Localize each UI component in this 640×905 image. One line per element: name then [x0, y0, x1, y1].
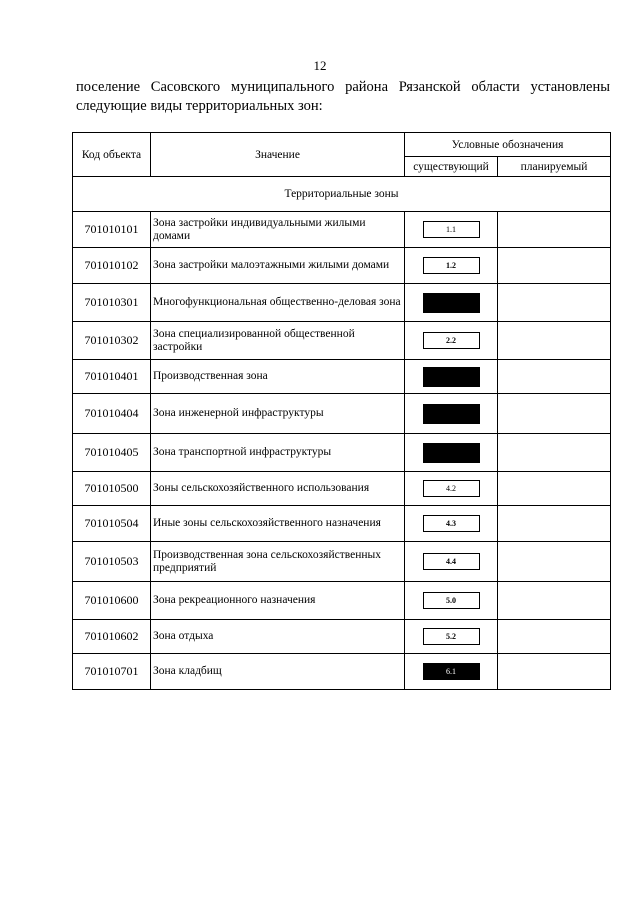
legend-swatch: 6.1 — [423, 663, 480, 680]
table-row — [73, 394, 611, 434]
legend-swatch: 5.0 — [423, 592, 480, 609]
table-row — [73, 434, 611, 472]
legend-swatch: 5.2 — [423, 628, 480, 645]
legend-swatch: 2.2 — [423, 332, 480, 349]
planned-legend-cell — [498, 582, 611, 620]
zone-description: Зона кладбищ — [151, 654, 405, 690]
table-row — [73, 322, 611, 360]
existing-legend-cell — [405, 248, 498, 284]
legend-swatch: 1.1 — [423, 221, 480, 238]
zone-description: Зона специализированной общественной застройки — [151, 322, 405, 360]
zone-code: 701010302 — [73, 322, 151, 360]
existing-legend-cell — [405, 542, 498, 582]
zone-description: Зона инженерной инфраструктуры — [151, 394, 405, 434]
zone-code: 701010602 — [73, 620, 151, 654]
zone-code: 701010401 — [73, 360, 151, 394]
planned-legend-cell — [498, 394, 611, 434]
planned-legend-cell — [498, 248, 611, 284]
page-number: 12 — [313, 58, 327, 73]
legend-swatch: 4.3 — [423, 515, 480, 532]
legend-swatch — [423, 404, 480, 424]
intro-line-1: поселение Сасовского муниципального района Рязанской области установлены — [76, 79, 610, 95]
existing-legend-cell — [405, 654, 498, 690]
zone-code: 701010101 — [73, 212, 151, 248]
legend-swatch: 4.2 — [423, 480, 480, 497]
zone-code: 701010600 — [73, 582, 151, 620]
planned-legend-cell — [498, 212, 611, 248]
planned-legend-cell — [498, 472, 611, 506]
zone-code: 701010102 — [73, 248, 151, 284]
existing-legend-cell — [405, 360, 498, 394]
existing-legend-cell — [405, 284, 498, 322]
zone-code: 701010504 — [73, 506, 151, 542]
existing-legend-cell — [405, 472, 498, 506]
table-row — [73, 582, 611, 620]
legend-swatch — [423, 293, 480, 313]
existing-legend-cell — [405, 394, 498, 434]
intro-line-2: следующие виды территориальных зон: — [76, 98, 323, 114]
table-row — [73, 284, 611, 322]
planned-legend-cell — [498, 322, 611, 360]
zone-description: Производственная зона сельскохозяйственных предприятий — [151, 542, 405, 582]
planned-legend-cell — [498, 506, 611, 542]
planned-legend-cell — [498, 542, 611, 582]
header-code: Код объекта — [73, 133, 151, 177]
zone-code: 701010404 — [73, 394, 151, 434]
existing-legend-cell — [405, 620, 498, 654]
legend-swatch — [423, 443, 480, 463]
table-row — [73, 248, 611, 284]
zone-description: Зона отдыха — [151, 620, 405, 654]
zone-description: Многофункциональная общественно-деловая зона — [151, 284, 405, 322]
header-legend: Условные обозначения — [405, 133, 611, 157]
legend-swatch — [423, 367, 480, 387]
zone-code: 701010503 — [73, 542, 151, 582]
zone-description: Производственная зона — [151, 360, 405, 394]
table-row — [73, 542, 611, 582]
legend-swatch: 4.4 — [423, 553, 480, 570]
zone-code: 701010405 — [73, 434, 151, 472]
zone-description: Зоны сельскохозяйственного использования — [151, 472, 405, 506]
section-title: Территориальные зоны — [73, 177, 611, 212]
zone-description: Зона застройки индивидуальными жилыми домами — [151, 212, 405, 248]
intro-paragraph — [76, 78, 610, 116]
table-row — [73, 212, 611, 248]
existing-legend-cell — [405, 322, 498, 360]
existing-legend-cell — [405, 582, 498, 620]
territorial-zones-table — [72, 132, 611, 690]
zone-description: Зона застройки малоэтажными жилыми домами — [151, 248, 405, 284]
existing-legend-cell — [405, 212, 498, 248]
table-row — [73, 472, 611, 506]
planned-legend-cell — [498, 284, 611, 322]
table-row — [73, 506, 611, 542]
zone-description: Зона рекреационного назначения — [151, 582, 405, 620]
zone-description: Иные зоны сельскохозяйственного назначения — [151, 506, 405, 542]
table-row — [73, 620, 611, 654]
zone-code: 701010701 — [73, 654, 151, 690]
existing-legend-cell — [405, 434, 498, 472]
legend-swatch: 1.2 — [423, 257, 480, 274]
planned-legend-cell — [498, 654, 611, 690]
existing-legend-cell — [405, 506, 498, 542]
planned-legend-cell — [498, 360, 611, 394]
zone-description: Зона транспортной инфраструктуры — [151, 434, 405, 472]
planned-legend-cell — [498, 434, 611, 472]
zone-code: 701010301 — [73, 284, 151, 322]
zone-code: 701010500 — [73, 472, 151, 506]
zone-rows — [73, 212, 611, 690]
header-planned: планируемый — [498, 157, 611, 177]
header-value: Значение — [151, 133, 405, 177]
planned-legend-cell — [498, 620, 611, 654]
table-row — [73, 360, 611, 394]
table-row — [73, 654, 611, 690]
header-existing: существующий — [405, 157, 498, 177]
